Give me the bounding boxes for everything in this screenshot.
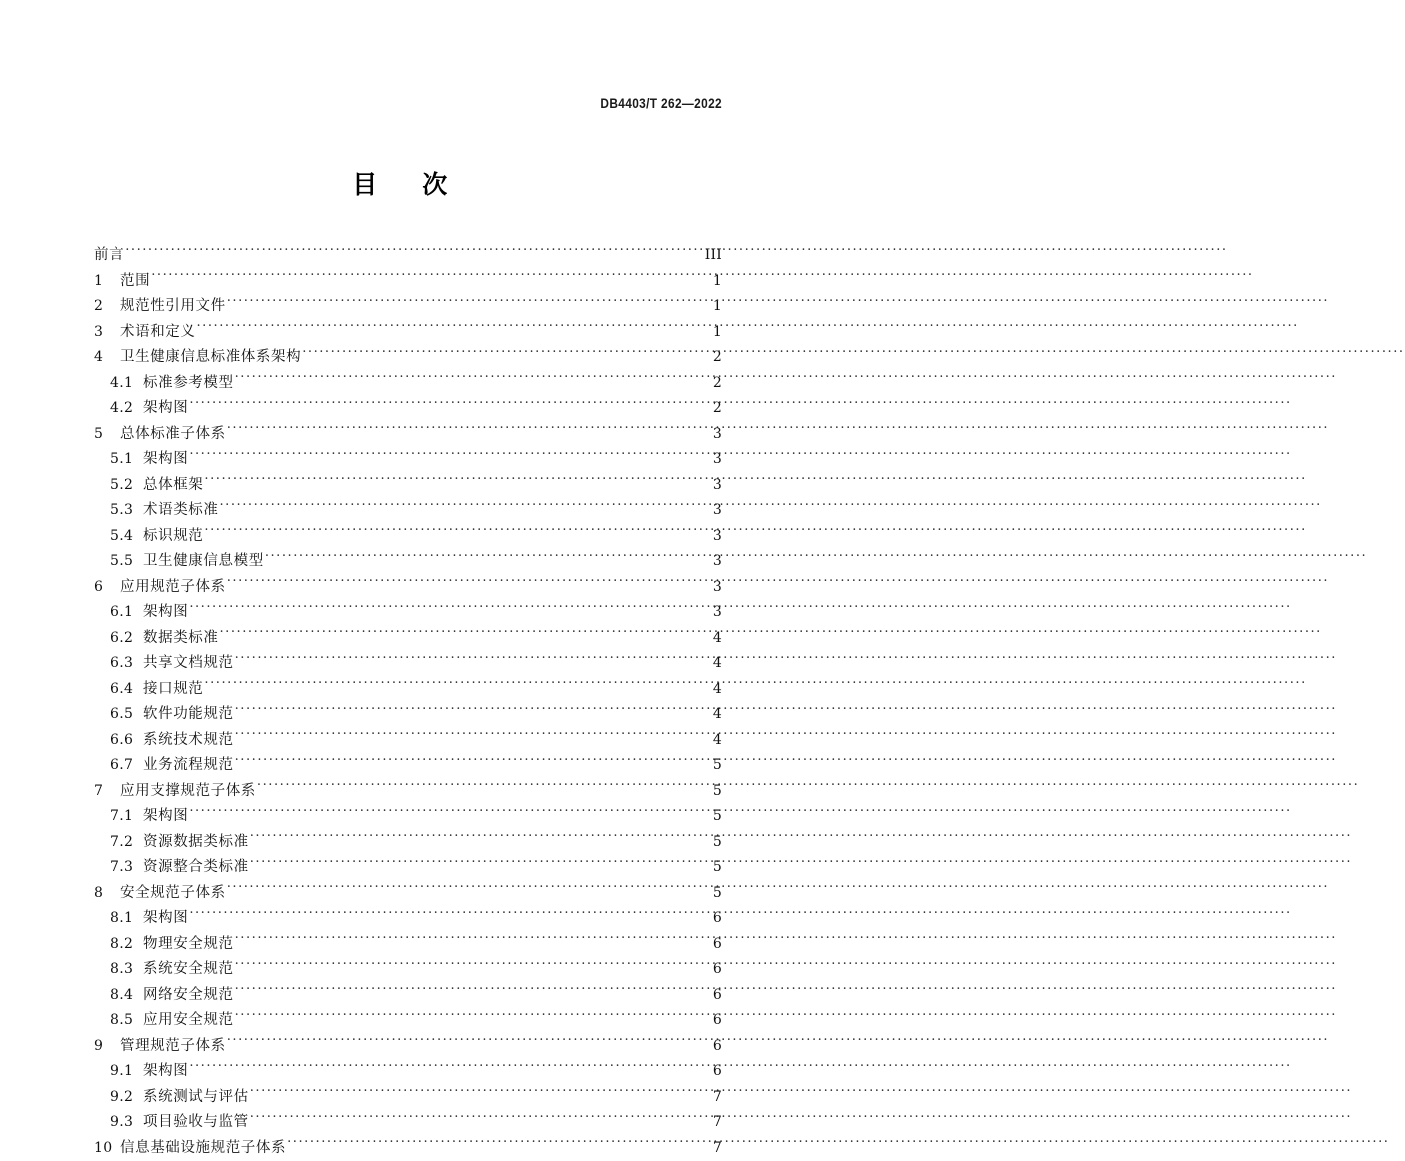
toc-entry-number: 3 [94, 320, 120, 346]
toc-entry-page-number: 3 [713, 524, 722, 550]
toc-entry-number: 7.3 [110, 855, 143, 881]
toc-dot-leader [250, 1086, 712, 1101]
toc-dot-leader [189, 806, 712, 821]
toc-entry-label: 应用支撑规范子体系 [120, 779, 256, 805]
toc-dot-leader [235, 1010, 712, 1025]
toc-entry-page-number: 6 [713, 932, 722, 958]
toc-entry-page-number: 2 [713, 396, 722, 422]
toc-entry-number: 8.5 [110, 1008, 143, 1034]
toc-entry-label: 接口规范 [143, 677, 203, 703]
toc-dot-leader [235, 959, 712, 974]
toc-entry-page-number: 2 [713, 371, 722, 397]
toc-entry-label: 资源整合类标准 [143, 855, 249, 881]
toc-entry-page-number: 5 [713, 881, 722, 907]
toc-entry-number: 9.2 [110, 1085, 143, 1111]
toc-dot-leader [235, 933, 712, 948]
toc-entry-page-number: 6 [713, 1059, 722, 1085]
toc-entry-label: 总体框架 [143, 473, 203, 499]
toc-entry-number: 8.4 [110, 983, 143, 1009]
toc-entry-number: 8.2 [110, 932, 143, 958]
toc-dot-leader [250, 831, 712, 846]
toc-entry-number: 5.2 [110, 473, 143, 499]
toc-entry-page-number: 6 [713, 957, 722, 983]
toc-entry-number: 4.2 [110, 396, 143, 422]
toc-entry-label: 架构图 [143, 396, 188, 422]
toc-dot-leader [257, 780, 712, 795]
toc-entry-number: 5.4 [110, 524, 143, 550]
toc-dot-leader [189, 398, 712, 413]
toc-entry-number: 9 [94, 1034, 120, 1060]
toc-dot-leader [235, 653, 712, 668]
toc-entry-number: 6.5 [110, 702, 143, 728]
toc-dot-leader [227, 576, 712, 591]
toc-entry-page-number: 6 [713, 1008, 722, 1034]
toc-entry-number: 6.7 [110, 753, 143, 779]
toc-entry-number: 6.2 [110, 626, 143, 652]
toc-entry-label: 架构图 [143, 600, 188, 626]
toc-dot-leader [204, 525, 711, 540]
toc-entry-label: 共享文档规范 [143, 651, 234, 677]
toc-entry-number: 7.1 [110, 804, 143, 830]
toc-dot-leader [250, 857, 712, 872]
toc-entry-page-number: 4 [713, 651, 722, 677]
toc-dot-leader [227, 423, 712, 438]
toc-entry-number: 5.1 [110, 447, 143, 473]
toc-dot-leader [235, 372, 712, 387]
toc-entry-page-number: 1 [713, 320, 722, 346]
toc-entry-number: 6.6 [110, 728, 143, 754]
toc-dot-leader [189, 1061, 712, 1076]
toc-entry-page-number: 3 [713, 422, 722, 448]
toc-dot-leader [125, 245, 704, 260]
toc-entry-label: 资源数据类标准 [143, 830, 249, 856]
toc-entry-label: 软件功能规范 [143, 702, 234, 728]
toc-entry-page-number: 5 [713, 779, 722, 805]
toc-entry-page-number: 1 [713, 269, 722, 295]
toc-entry-page-number: 5 [713, 855, 722, 881]
toc-entry-number: 4 [94, 345, 120, 371]
toc-entry[interactable] [94, 1136, 722, 1161]
toc-entry-page-number: 4 [713, 626, 722, 652]
toc-dot-leader [204, 474, 711, 489]
toc-entry-label: 范围 [120, 269, 150, 295]
toc-entry-label: 架构图 [143, 804, 188, 830]
toc-entry-number: 7 [94, 779, 120, 805]
toc-entry-number: 2 [94, 294, 120, 320]
toc-entry-label: 物理安全规范 [143, 932, 234, 958]
toc-entry-page-number: 3 [713, 600, 722, 626]
toc-dot-leader [189, 449, 712, 464]
toc-dot-leader [189, 908, 712, 923]
toc-entry-label: 术语类标准 [143, 498, 219, 524]
toc-entry-label: 术语和定义 [120, 320, 196, 346]
toc-entry-label: 标识规范 [143, 524, 203, 550]
toc-entry-number: 6.1 [110, 600, 143, 626]
toc-dot-leader [197, 321, 712, 336]
toc-dot-leader [227, 1035, 712, 1050]
toc-entry-number: 4.1 [110, 371, 143, 397]
toc-entry-page-number: 6 [713, 906, 722, 932]
toc-entry-number: 8.1 [110, 906, 143, 932]
toc-entry-number: 5 [94, 422, 120, 448]
toc-entry-label: 规范性引用文件 [120, 294, 226, 320]
toc-dot-leader [235, 755, 712, 770]
table-of-contents [94, 243, 722, 1161]
toc-entry-page-number: 4 [713, 728, 722, 754]
toc-dot-leader [189, 602, 712, 617]
toc-entry-number: 6.3 [110, 651, 143, 677]
toc-entry-label: 业务流程规范 [143, 753, 234, 779]
toc-entry-label: 前言 [94, 243, 124, 269]
toc-entry-page-number: 4 [713, 677, 722, 703]
toc-entry-label: 架构图 [143, 447, 188, 473]
toc-entry-number: 6.4 [110, 677, 143, 703]
toc-entry-page-number: 3 [713, 473, 722, 499]
toc-entry-page-number: 5 [713, 753, 722, 779]
toc-entry-page-number: 3 [713, 447, 722, 473]
toc-entry-number: 10 [94, 1136, 128, 1161]
toc-dot-leader [235, 984, 712, 999]
toc-dot-leader [302, 347, 712, 362]
toc-entry-page-number: 7 [713, 1136, 722, 1161]
toc-entry-label: 系统安全规范 [143, 957, 234, 983]
toc-entry-label: 架构图 [143, 1059, 188, 1085]
toc-dot-leader [204, 678, 711, 693]
toc-entry-number: 8.3 [110, 957, 143, 983]
toc-entry-number: 6 [94, 575, 120, 601]
toc-entry-label: 数据类标准 [143, 626, 219, 652]
toc-dot-leader [227, 882, 712, 897]
toc-entry-page-number: 6 [713, 1034, 722, 1060]
toc-entry-page-number: 5 [713, 804, 722, 830]
toc-dot-leader [235, 729, 712, 744]
toc-entry-number: 1 [94, 269, 120, 295]
toc-entry-label: 卫生健康信息模型 [143, 549, 264, 575]
toc-entry-label: 系统技术规范 [143, 728, 234, 754]
page-title-char-1: 目 [352, 170, 378, 199]
toc-entry-page-number: 7 [713, 1085, 722, 1111]
toc-entry-number: 9.3 [110, 1110, 143, 1136]
toc-entry-label: 标准参考模型 [143, 371, 234, 397]
toc-dot-leader [287, 1137, 712, 1152]
toc-entry-number: 8 [94, 881, 120, 907]
toc-dot-leader [220, 500, 712, 515]
toc-entry-number: 7.2 [110, 830, 143, 856]
toc-dot-leader [227, 296, 712, 311]
document-header-standard-number: DB4403/T 262—2022 [87, 96, 722, 111]
toc-entry-label: 系统测试与评估 [143, 1085, 249, 1111]
toc-entry-page-number: 3 [713, 575, 722, 601]
toc-dot-leader [265, 551, 712, 566]
toc-entry-page-number: 2 [713, 345, 722, 371]
toc-entry-label: 总体标准子体系 [120, 422, 226, 448]
toc-dot-leader [235, 704, 712, 719]
toc-entry-label: 应用规范子体系 [120, 575, 226, 601]
toc-entry-page-number: 5 [713, 830, 722, 856]
toc-entry-page-number: 4 [713, 702, 722, 728]
toc-entry-label: 卫生健康信息标准体系架构 [120, 345, 301, 371]
toc-entry-page-number: III [705, 243, 722, 269]
toc-entry-page-number: 1 [713, 294, 722, 320]
toc-dot-leader [250, 1112, 712, 1127]
toc-entry-label: 项目验收与监管 [143, 1110, 249, 1136]
toc-entry-number: 5.5 [110, 549, 143, 575]
toc-entry-label: 管理规范子体系 [120, 1034, 226, 1060]
toc-dot-leader [220, 627, 712, 642]
toc-entry-label: 信息基础设施规范子体系 [120, 1136, 286, 1161]
toc-entry-number: 5.3 [110, 498, 143, 524]
toc-entry-page-number: 3 [713, 549, 722, 575]
toc-dot-leader [151, 270, 712, 285]
page-title-char-2: 次 [422, 170, 448, 199]
toc-entry-label: 网络安全规范 [143, 983, 234, 1009]
toc-entry-page-number: 7 [713, 1110, 722, 1136]
toc-entry-page-number: 3 [713, 498, 722, 524]
toc-entry-label: 应用安全规范 [143, 1008, 234, 1034]
toc-entry-label: 安全规范子体系 [120, 881, 226, 907]
toc-entry-page-number: 6 [713, 983, 722, 1009]
toc-entry-label: 架构图 [143, 906, 188, 932]
toc-entry-number: 9.1 [110, 1059, 143, 1085]
page-title [0, 165, 800, 201]
